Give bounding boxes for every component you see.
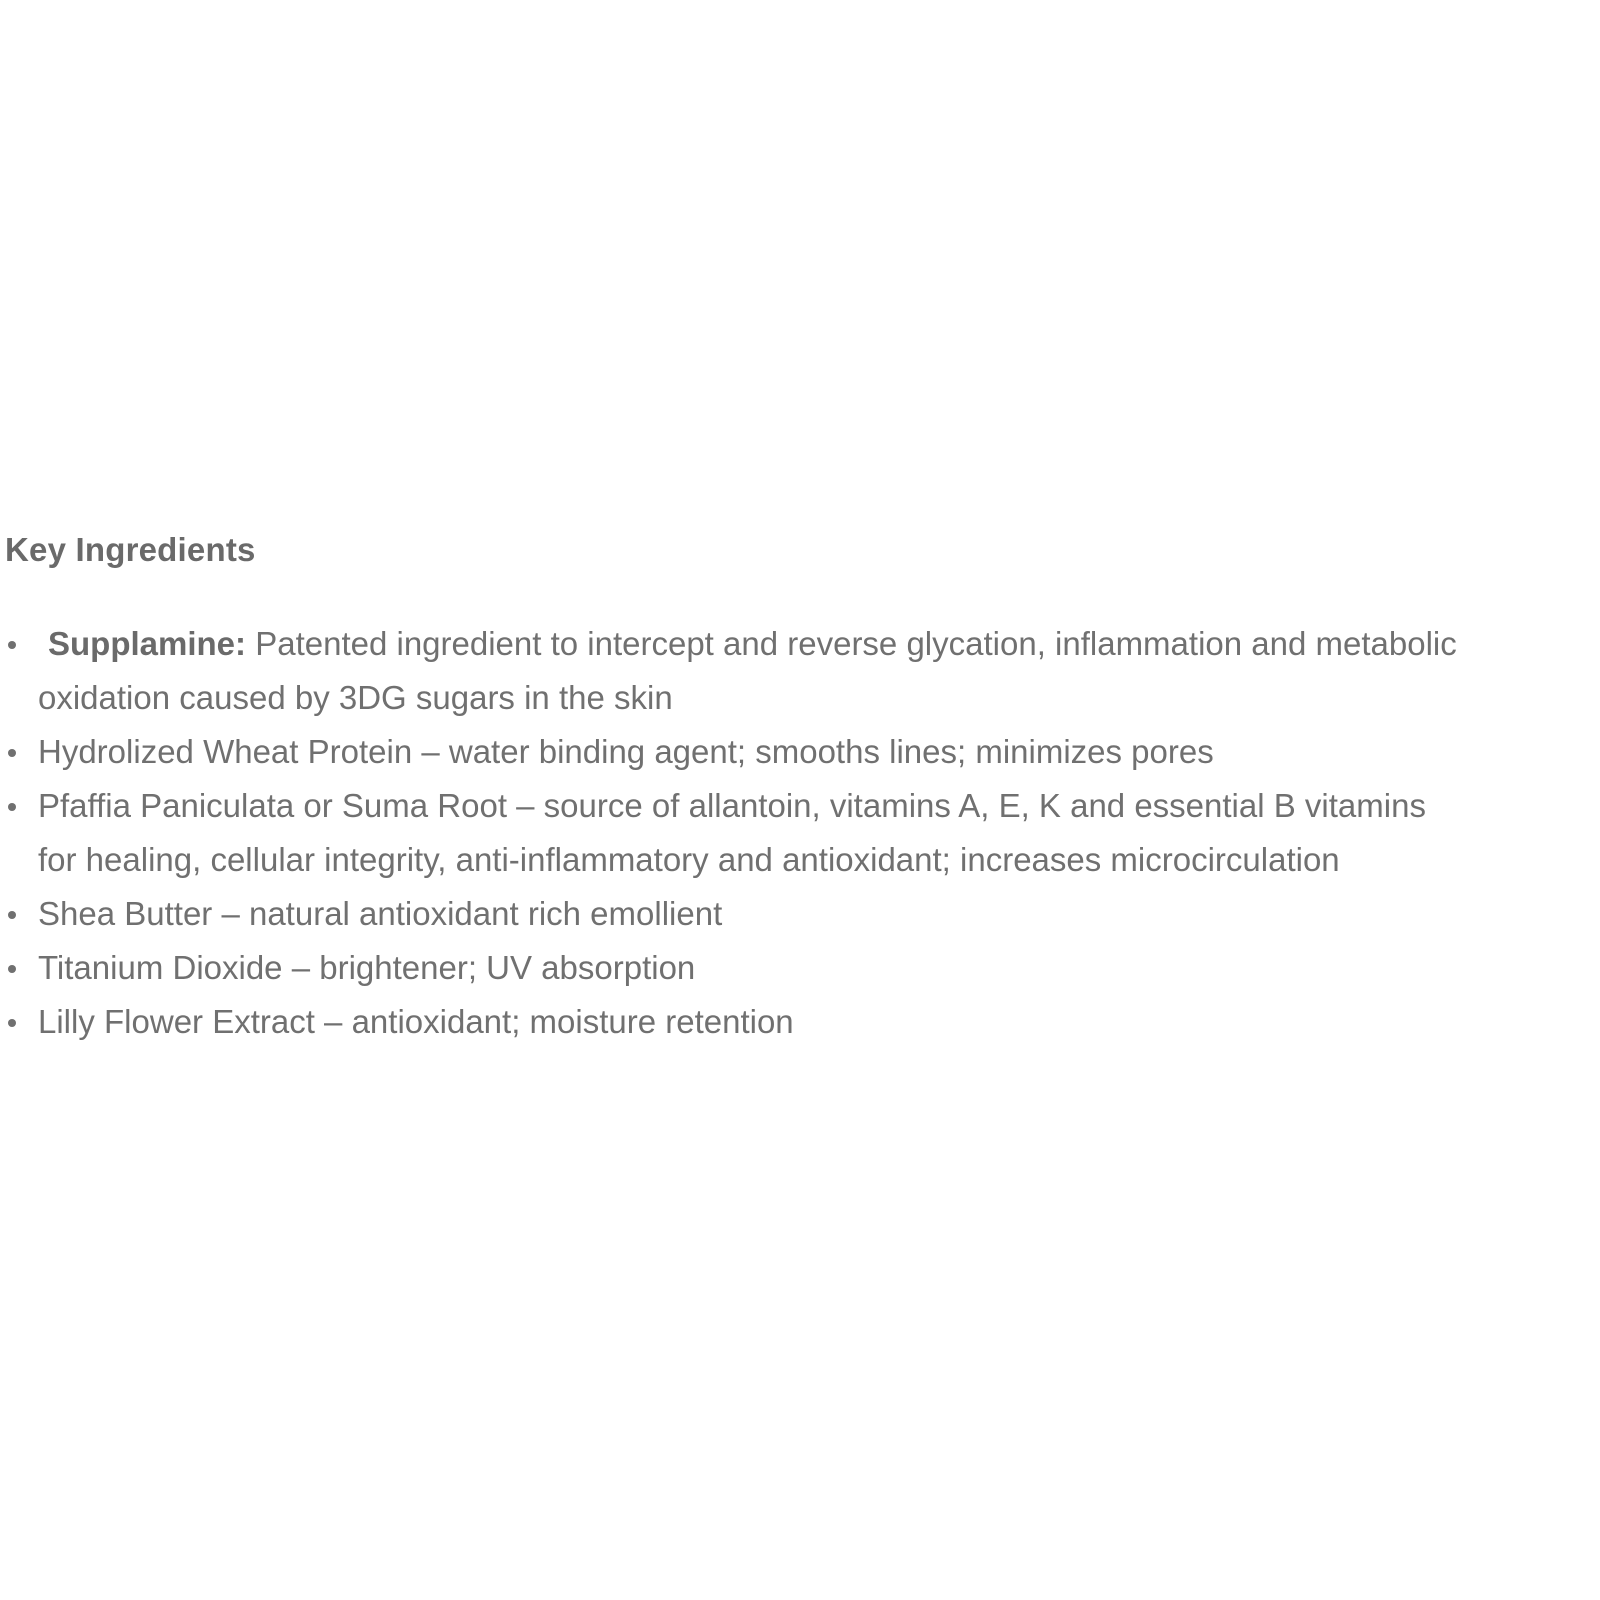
list-item-text: Lilly Flower Extract – antioxidant; moisture retention (38, 1003, 794, 1040)
bullet-icon (8, 1019, 16, 1027)
ingredient-name-bold: Supplamine: (48, 625, 247, 662)
list-item-text: Titanium Dioxide – brightener; UV absorption (38, 949, 696, 986)
list-item-text: Pfaffia Paniculata or Suma Root – source of allantoin, vitamins A, E, K and essential B vitamins (38, 787, 1426, 824)
list-item-text: Hydrolized Wheat Protein – water binding agent; smooths lines; minimizes pores (38, 733, 1214, 770)
list-item (5, 617, 1595, 725)
list-item (5, 725, 1595, 779)
bullet-icon (8, 965, 16, 973)
bullet-icon (8, 803, 16, 811)
bullet-icon (8, 749, 16, 757)
list-item (5, 995, 1595, 1049)
section-heading: Key Ingredients (5, 531, 256, 568)
bullet-icon (8, 641, 16, 649)
key-ingredients-section (5, 530, 1595, 1049)
bullet-icon (8, 911, 16, 919)
list-item (5, 941, 1595, 995)
list-item-line-continued: oxidation caused by 3DG sugars in the skin (38, 679, 673, 716)
ingredients-list (5, 617, 1595, 1049)
list-item (5, 887, 1595, 941)
list-item-line-continued: for healing, cellular integrity, anti-inflammatory and antioxidant; increases microcirculation (38, 841, 1340, 878)
list-item-line (38, 617, 1595, 671)
list-item (5, 779, 1595, 887)
list-item-text: Shea Butter – natural antioxidant rich emollient (38, 895, 723, 932)
list-item-text: Patented ingredient to intercept and reverse glycation, inflammation and metabolic (246, 625, 1457, 662)
